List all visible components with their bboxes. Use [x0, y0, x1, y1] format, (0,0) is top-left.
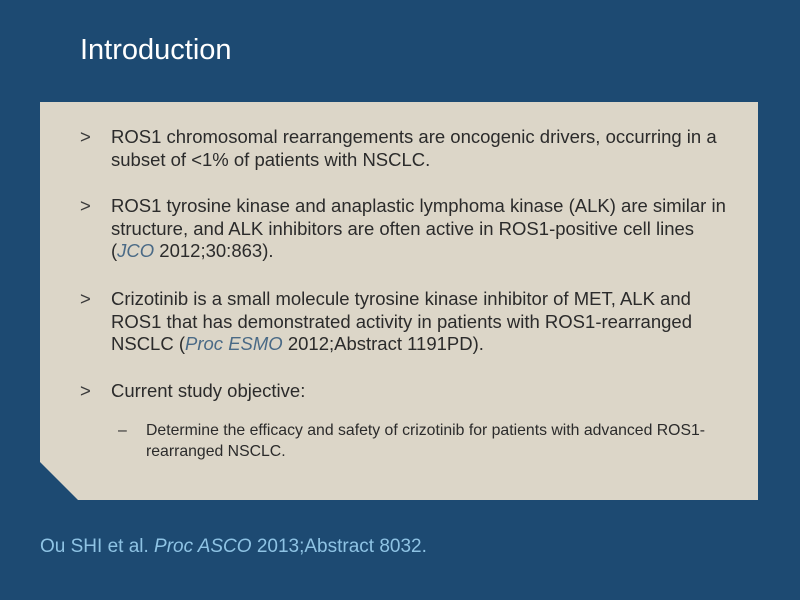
bullet-marker: >	[80, 195, 91, 216]
sub-bullet-text: Determine the efficacy and safety of crizotinib for patients with advanced ROS1-rearranged NSCLC.	[146, 422, 706, 460]
bullet-text-part: Crizotinib is a small molecule tyrosine kinase inhibitor of MET, ALK and ROS1 that has demonstrated activity in patients with ROS1-rearranged NSCLC (	[111, 288, 692, 354]
bullet-marker: >	[80, 126, 91, 147]
bullet-item	[80, 380, 740, 403]
bullet-item	[80, 195, 740, 263]
bullet-text-part: ROS1 tyrosine kinase and anaplastic lymphoma kinase (ALK) are similar in structure, and ALK inhibitors are often active in ROS1-positive cell lines (	[111, 195, 726, 261]
bullet-text: Current study objective:	[111, 380, 306, 401]
slide-title: Introduction	[80, 34, 232, 66]
journal-name: Proc ESMO	[185, 333, 283, 354]
bullet-marker: >	[80, 380, 91, 401]
journal-name: JCO	[117, 240, 155, 261]
bullet-text-part: 2012;30:863).	[154, 240, 274, 261]
sub-bullet-marker: –	[118, 422, 127, 439]
bullet-text-part: 2012;Abstract 1191PD).	[282, 333, 484, 354]
bullet-item	[80, 288, 740, 356]
citation-text: 2013;Abstract 8032.	[251, 536, 427, 557]
sub-bullet-item	[118, 420, 718, 462]
citation-journal: Proc ASCO	[154, 536, 252, 557]
citation-text: Ou SHI et al.	[40, 536, 155, 557]
bullet-item	[80, 126, 740, 171]
bullet-text: ROS1 chromosomal rearrangements are oncogenic drivers, occurring in a subset of <1% of patients with NSCLC.	[111, 126, 717, 170]
citation	[40, 536, 427, 558]
bullet-text	[80, 288, 740, 356]
bullet-marker: >	[80, 288, 91, 309]
bullet-text	[80, 195, 740, 263]
